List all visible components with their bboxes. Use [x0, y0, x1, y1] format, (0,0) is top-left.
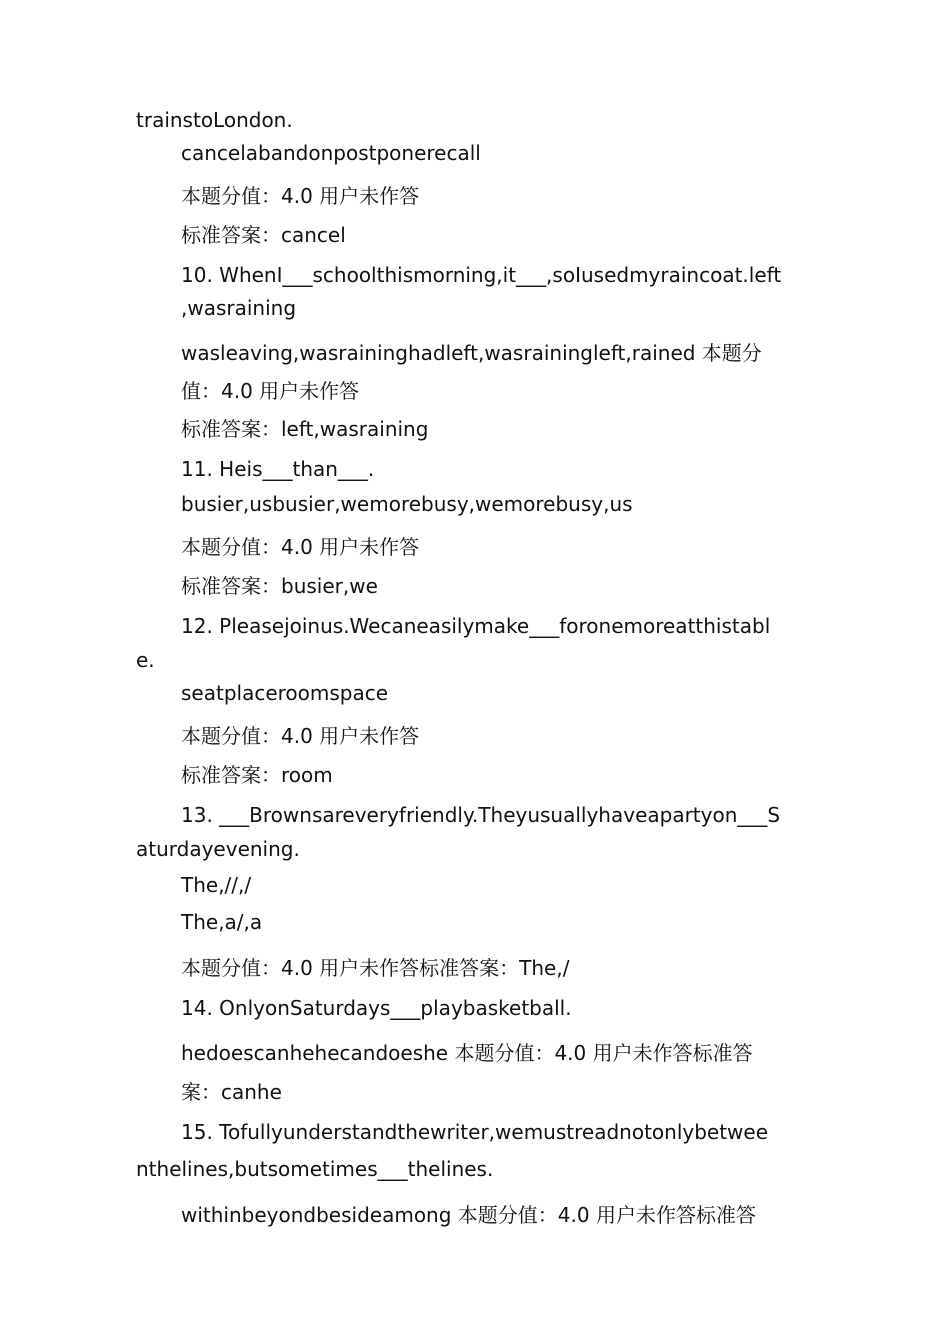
- text-line: nthelines,butsometimes___thelines.: [136, 1157, 494, 1181]
- text-line: 值：4.0 用户未作答: [181, 379, 360, 403]
- text-line: 本题分值：4.0 用户未作答: [181, 535, 420, 559]
- text-line: 标准答案：room: [181, 763, 333, 787]
- text-line: wasleaving,wasraininghadleft,wasrainingleft,rained 本题分: [181, 341, 762, 365]
- text-line: 案：canhe: [181, 1080, 282, 1104]
- text-line: e.: [136, 648, 155, 672]
- text-line: hedoescanhehecandoeshe 本题分值：4.0 用户未作答标准答: [181, 1041, 753, 1065]
- text-line: withinbeyondbesideamong 本题分值：4.0 用户未作答标准答: [181, 1203, 756, 1227]
- text-line: 标准答案：cancel: [181, 223, 346, 247]
- text-line: cancelabandonpostponerecall: [181, 141, 481, 165]
- question-line: 11. Heis___than___.: [181, 457, 375, 481]
- text-line: 本题分值：4.0 用户未作答: [181, 724, 420, 748]
- text-line: aturdayevening.: [136, 837, 300, 861]
- text-line: seatplaceroomspace: [181, 681, 389, 705]
- question-line: 12. Pleasejoinus.Wecaneasilymake___foronemoreatthistabl: [181, 614, 771, 638]
- text-line: 标准答案：busier,we: [181, 574, 378, 598]
- text-line: 标准答案：left,wasraining: [181, 417, 429, 441]
- text-line: busier,usbusier,wemorebusy,wemorebusy,us: [181, 492, 633, 516]
- text-line: The,a/,a: [181, 910, 263, 934]
- text-line: ,wasraining: [181, 296, 297, 320]
- question-line: 15. Tofullyunderstandthewriter,wemustreadnotonlybetwee: [181, 1120, 769, 1144]
- question-line: 10. WhenI___schoolthismorning,it___,soIusedmyraincoat.left: [181, 263, 782, 287]
- text-line: The,//,/: [181, 873, 252, 897]
- question-line: 13. ___Brownsareveryfriendly.Theyusuallyhaveapartyon___S: [181, 803, 781, 827]
- text-line: 本题分值：4.0 用户未作答: [181, 184, 420, 208]
- text-line: trainstoLondon.: [136, 108, 293, 132]
- text-line: 本题分值：4.0 用户未作答标准答案：The,/: [181, 956, 570, 980]
- question-line: 14. OnlyonSaturdays___playbasketball.: [181, 996, 572, 1020]
